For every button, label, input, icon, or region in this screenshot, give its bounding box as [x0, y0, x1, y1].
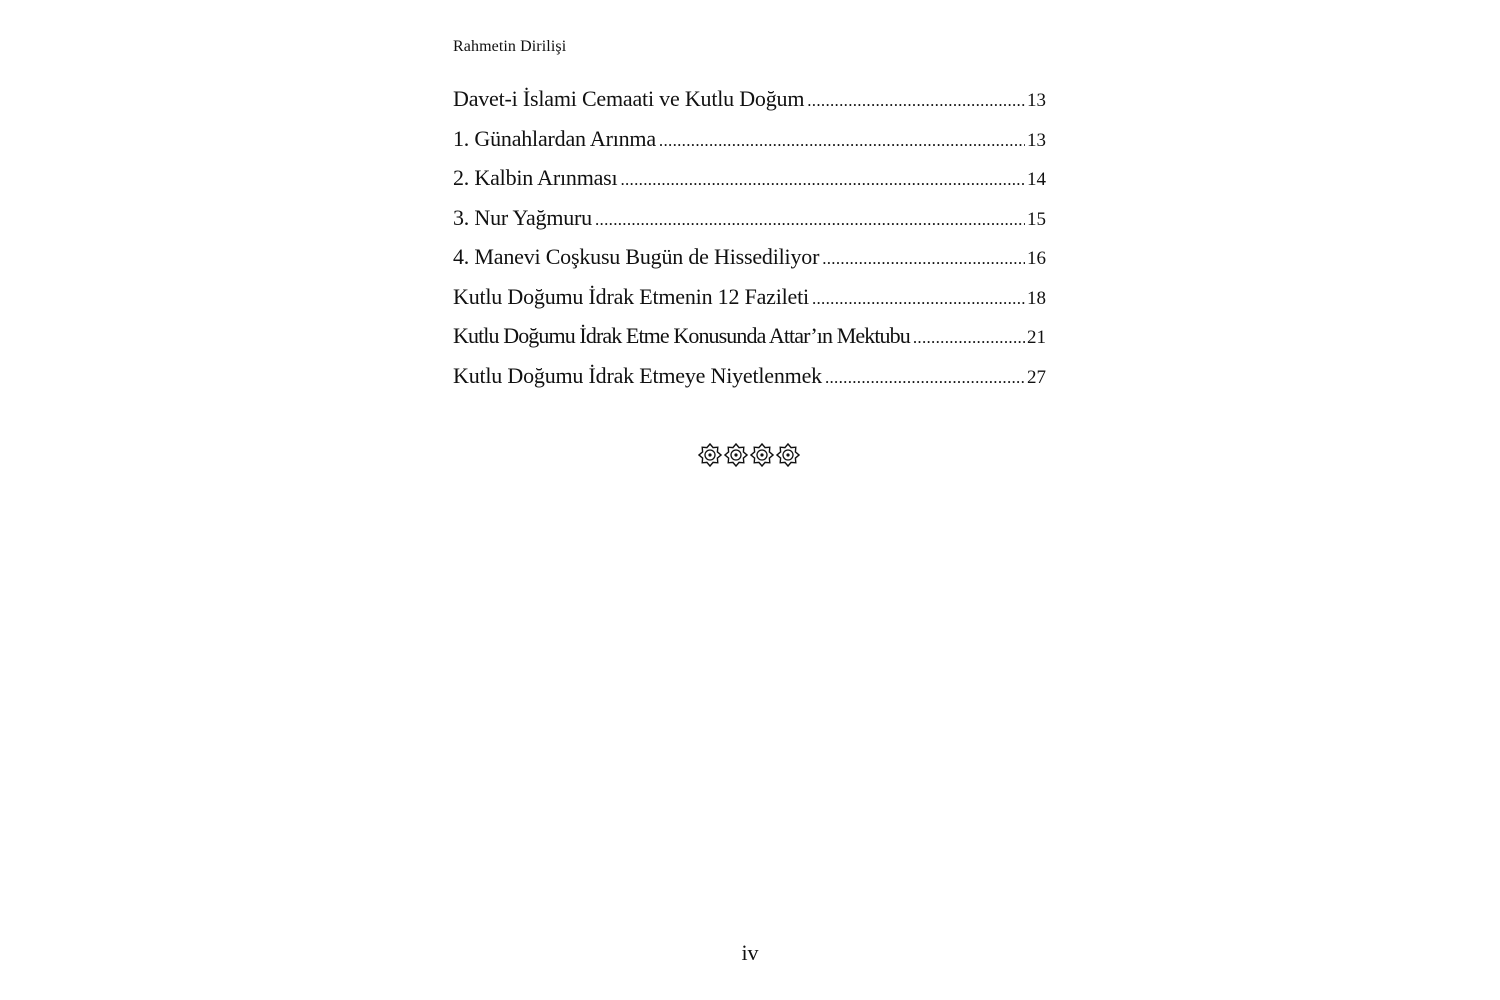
- running-header: Rahmetin Dirilişi: [453, 38, 567, 55]
- toc-entry: [453, 323, 1046, 363]
- toc-entry: [453, 244, 1046, 284]
- dot-leader: [812, 289, 1025, 309]
- dot-leader: [659, 131, 1025, 151]
- toc-entry: [453, 165, 1046, 205]
- toc-entry-page: 15: [1027, 208, 1046, 230]
- eight-point-star-icon: [750, 440, 774, 470]
- toc-entry-page: 13: [1027, 129, 1046, 151]
- toc-entry: [453, 86, 1046, 126]
- toc-entry-page: 14: [1027, 169, 1046, 190]
- toc-entry-title: Kutlu Doğumu İdrak Etmeye Niyetlenmek: [453, 362, 822, 388]
- toc-entry-page: 16: [1027, 248, 1046, 269]
- toc-entry-title: Kutlu Doğumu İdrak Etme Konusunda Attar’ın Mektubu: [453, 323, 910, 348]
- toc-entry-title: 1. Günahlardan Arınma: [453, 125, 656, 151]
- toc-entry-page: 13: [1027, 90, 1046, 111]
- toc-entry: [453, 363, 1046, 403]
- dot-leader: [807, 91, 1025, 111]
- toc-entry-title: 4. Manevi Coşkusu Bugün de Hissediliyor: [453, 244, 820, 269]
- section-end-ornament: [698, 440, 802, 470]
- page-number: iv: [741, 940, 759, 965]
- toc-entry-page: 21: [1027, 327, 1046, 348]
- toc-entry-title: 3. Nur Yağmuru: [453, 204, 592, 230]
- toc-entry-page: 18: [1027, 287, 1046, 309]
- eight-point-star-icon: [724, 440, 748, 470]
- dot-leader: [595, 210, 1025, 230]
- toc-entry-title: 2. Kalbin Arınması: [453, 165, 618, 190]
- eight-point-star-icon: [776, 440, 800, 470]
- dot-leader: [825, 368, 1025, 388]
- eight-point-star-icon: [698, 440, 722, 470]
- toc-entry-title: Davet-i İslami Cemaati ve Kutlu Doğum: [453, 86, 805, 111]
- toc-entry-title: Kutlu Doğumu İdrak Etmenin 12 Fazileti: [453, 283, 809, 309]
- toc-entry: [453, 205, 1046, 245]
- dot-leader: [822, 249, 1025, 269]
- dot-leader: [913, 328, 1025, 348]
- toc-entry: [453, 284, 1046, 324]
- toc-entry: [453, 126, 1046, 166]
- table-of-contents: [453, 86, 1046, 402]
- toc-entry-page: 27: [1027, 366, 1046, 388]
- dot-leader: [620, 170, 1025, 190]
